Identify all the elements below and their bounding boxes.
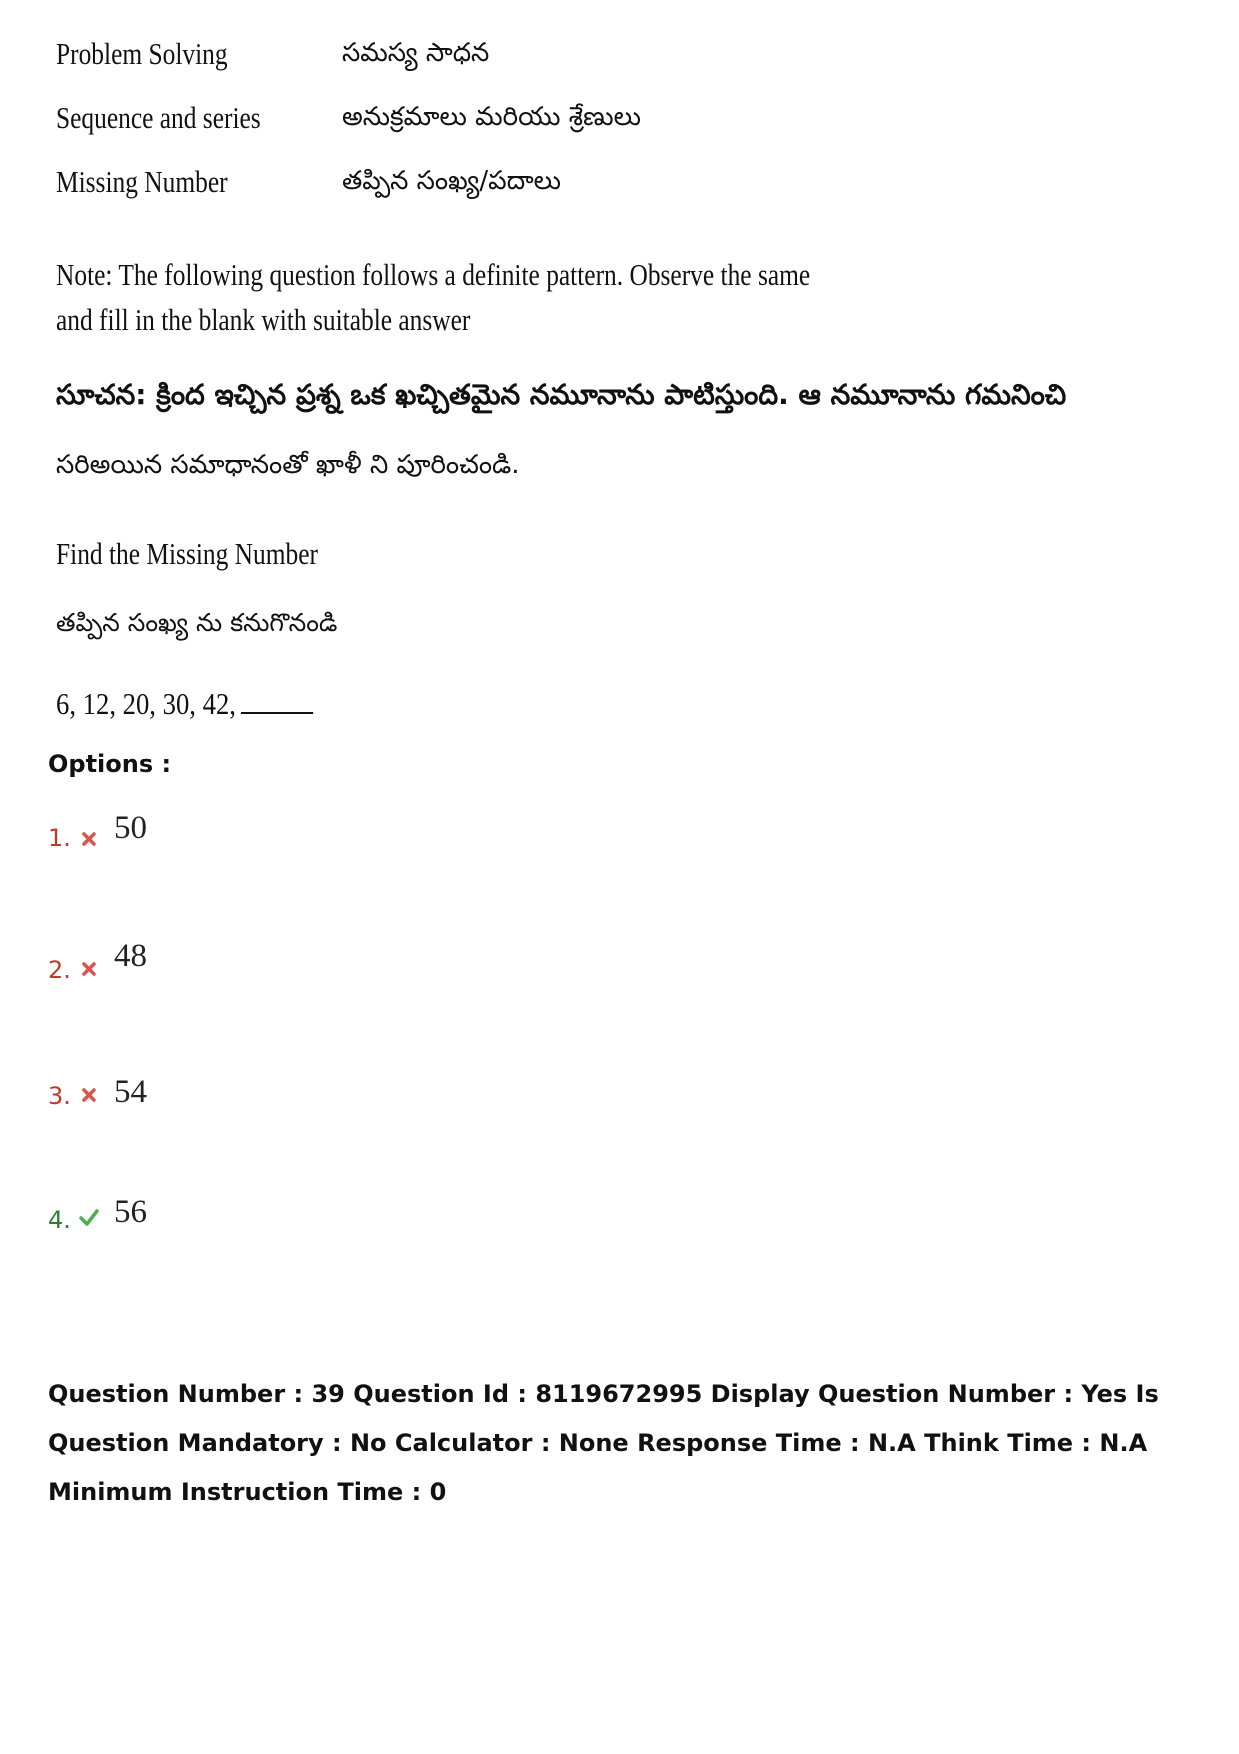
option-value: 50 <box>114 810 147 846</box>
option-number: 3. <box>48 1082 71 1110</box>
check-icon <box>78 1206 100 1228</box>
topic-type-te: తప్పిన సంఖ్య/పదాలు <box>342 166 562 196</box>
option-number: 4. <box>48 1206 71 1234</box>
question-english: Find the Missing Number <box>56 536 318 571</box>
cross-icon <box>78 958 100 980</box>
question-telugu: తప్పిన సంఖ్య ను కనుగొనండి <box>56 608 338 637</box>
option-value: 54 <box>114 1074 147 1110</box>
note-english: Note: The following question follows a definite pattern. Observe the same and fill in the blank with suitable answer <box>56 257 811 337</box>
note-telugu-line-2: సరిఅయిన సమాధానంతో ఖాళీ ని పూరించండి. <box>56 450 520 480</box>
question-metadata: Question Number : 39 Question Id : 8119672995 Display Question Number : Yes Is Question Mandatory : No Calculator : None Response Time : N.A Think Time : N.A Minimum Instruction Time : 0 <box>48 1380 1159 1506</box>
cross-icon <box>78 1084 100 1106</box>
sequence-text: 6, 12, 20, 30, 42, <box>56 686 236 721</box>
topic-chapter-en: Sequence and series <box>56 100 261 135</box>
topic-subject-en: Problem Solving <box>56 36 228 71</box>
option-number: 2. <box>48 956 71 984</box>
options-label: Options : <box>48 750 172 778</box>
number-sequence <box>56 686 313 722</box>
answer-blank <box>241 688 313 714</box>
topic-type-en: Missing Number <box>56 164 228 199</box>
note-telugu-line-1: సూచన: క్రింద ఇచ్చిన ప్రశ్న ఒక ఖచ్చితమైన నమూనాను పాటిస్తుంది. ఆ నమూనాను గమనించి <box>56 378 1067 411</box>
cross-icon <box>78 828 100 850</box>
option-value: 48 <box>114 938 147 974</box>
topic-chapter-te: అనుక్రమాలు మరియు శ్రేణులు <box>342 102 641 132</box>
option-value: 56 <box>114 1194 147 1230</box>
topic-subject-te: సమస్య సాధన <box>342 38 490 68</box>
option-number: 1. <box>48 824 71 852</box>
